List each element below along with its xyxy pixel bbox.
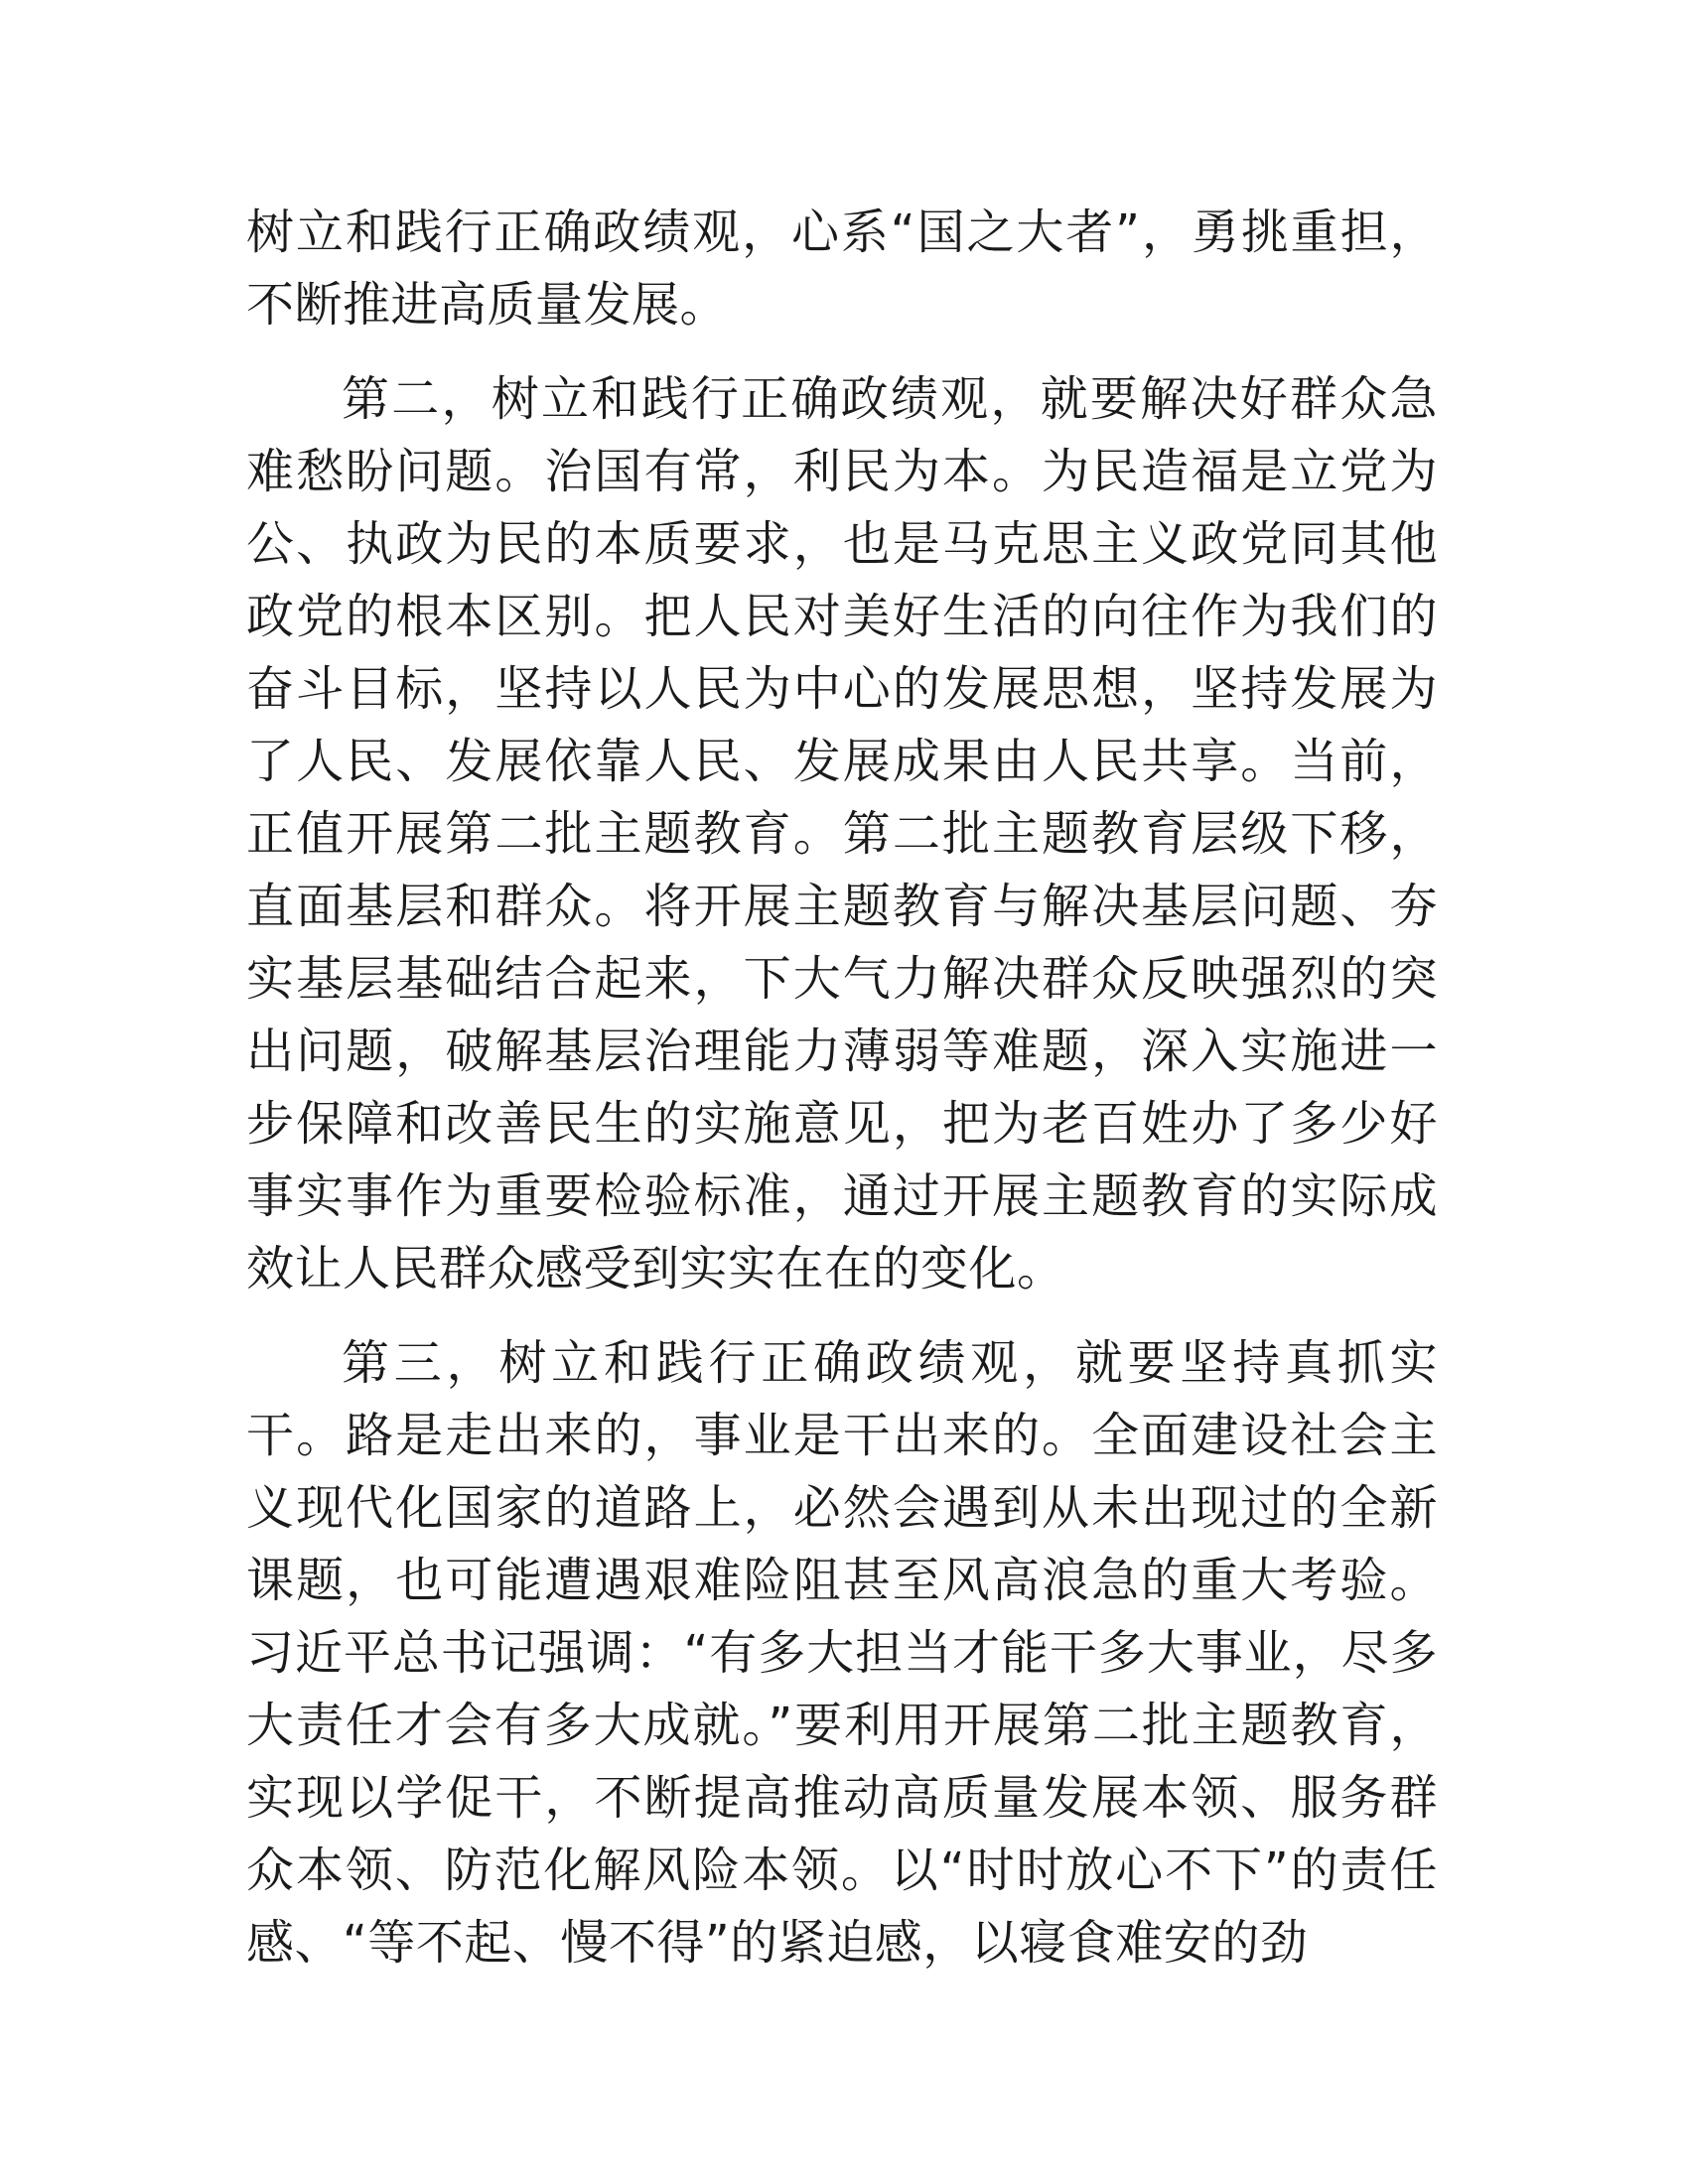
paragraph-second-point: 第二，树立和践行正确政绩观，就要解决好群众急难愁盼问题。治国有常，利民为本。为民造福是立党为公、执政为民的本质要求，也是马克思主义政党同其他政党的根本区别。把人民对美好生活的向往作为我们的奋斗目标，坚持以人民为中心的发展思想，坚持发展为了人民、发展依靠人民、发展成果由人民共享。当前，正值开展第二批主题教育。第二批主题教育层级下移，直面基层和群众。将开展主题教育与解决基层问题、夯实基层基础结合起来，下大气力解决群众反映强烈的突出问题，破解基层治理能力薄弱等难题，深入实施进一步保障和改善民生的实施意见，把为老百姓办了多少好事实事作为重要检验标准，通过开展主题教育的实际成效让人民群众感受到实实在在的变化。 <box>246 371 1438 1297</box>
document-body <box>246 197 1438 1979</box>
paragraph-continued: 树立和践行正确政绩观，心系“国之大者”，勇挑重担，不断推进高质量发展。 <box>246 205 1438 333</box>
paragraph-third-point: 第三，树立和践行正确政绩观，就要坚持真抓实干。路是走出来的，事业是干出来的。全面建设社会主义现代化国家的道路上，必然会遇到从未出现过的全新课题，也可能遭遇艰难险阻甚至风高浪急的重大考验。习近平总书记强调：“有多大担当才能干多大事业，尽多大责任才会有多大成就。”要利用开展第二批主题教育，实现以学促干，不断提高推动高质量发展本领、服务群众本领、防范化解风险本领。以“时时放心不下”的责任感、“等不起、慢不得”的紧迫感，以寝食难安的劲 <box>246 1335 1438 1971</box>
